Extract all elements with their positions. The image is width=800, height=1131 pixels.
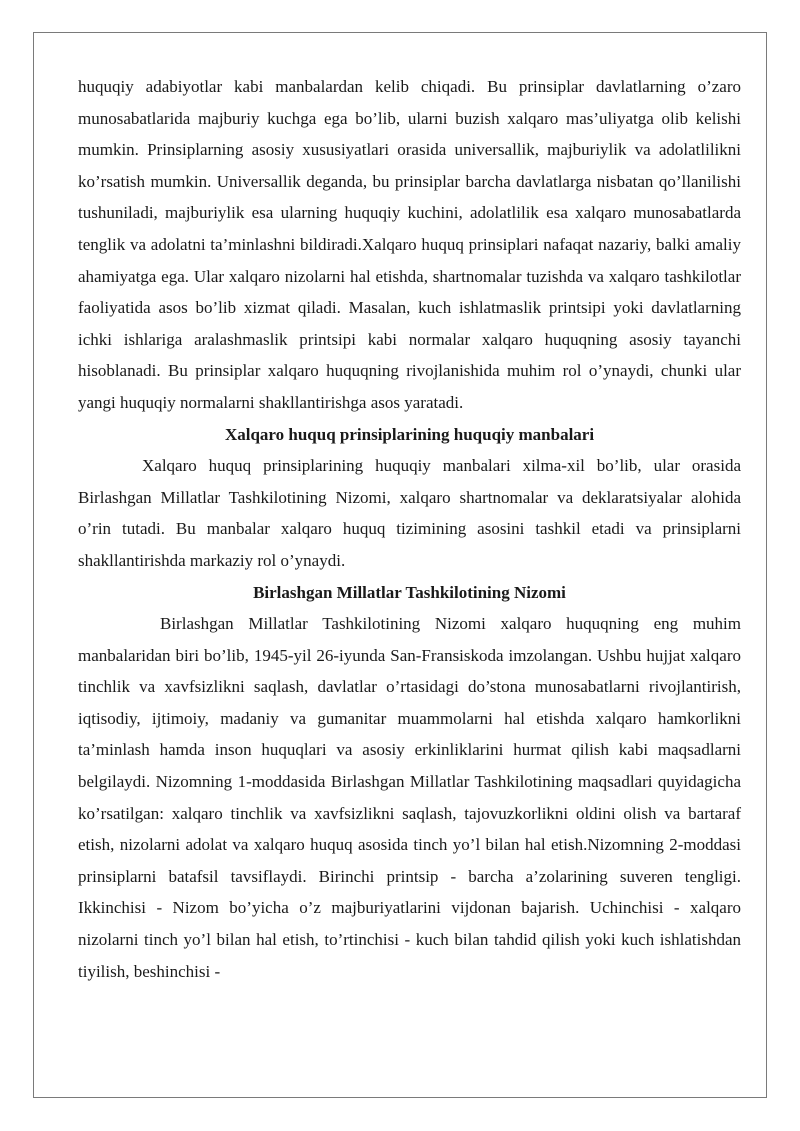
paragraph-3: Birlashgan Millatlar Tashkilotining Nizomi xalqaro huquqning eng muhim manbalaridan biri bo’lib, 1945-yil 26-iyunda San-Fransiskoda imzolangan. Ushbu hujjat xalqaro tinchlik va xavfsizlikni saqlash, davlatlar o’rtasidagi do’stona munosabatlarni rivojlantirish, iqtisodiy, ijtimoiy, madaniy va gumanitar muammolarni hal etishda xalqaro hamkorlikni ta’minlash hamda inson huquqlari va asosiy erkinliklarini hurmat qilish kabi maqsadlarni belgilaydi. Nizomning 1-moddasida Birlashgan Millatlar Tashkilotining maqsadlari quyidagicha ko’rsatilgan: xalqaro tinchlik va xavfsizlikni saqlash, tajovuzkorlikni oldini olish va bartaraf etish, nizolarni adolat va xalqaro huquq asosida tinch yo’l bilan hal etish.Nizomning 2-moddasi prinsiplarni batafsil tavsiflaydi. Birinchi printsip - barcha a’zolarining suveren tengligi. Ikkinchisi - Nizom bo’yicha o’z majburiyatlarini vijdonan bajarish. Uchinchisi - xalqaro nizolarni tinch yo’l bilan hal etish, to’rtinchisi - kuch bilan tahdid qilish yoki kuch ishlatishdan tiyilish, beshinchisi - — [78, 614, 741, 981]
paragraph-1: huquqiy adabiyotlar kabi manbalardan kelib chiqadi. Bu prinsiplar davlatlarning o’zaro munosabatlarida majburiy kuchga ega bo’lib, ularni buzish xalqaro mas’uliyatga olib kelishi mumkin. Prinsiplarning asosiy xususiyatlari orasida universallik, majburiylik va adolatlilikni ko’rsatish mumkin. Universallik deganda, bu prinsiplar barcha davlatlarga nisbatan qo’llanilishi tushuniladi, majburiylik esa ularning huquqiy kuchini, adolatlilik esa xalqaro munosabatlarda tenglik va adolatni ta’minlashni bildiradi.Xalqaro huquq prinsiplari nafaqat nazariy, balki amaliy ahamiyatga ega. Ular xalqaro nizolarni hal etishda, shartnomalar tuzishda va xalqaro tashkilotlar faoliyatida asos bo’lib xizmat qiladi. Masalan, kuch ishlatmaslik printsipi yoki davlatlarning ichki ishlariga aralashmaslik printsipi kabi normalar xalqaro huquqning asosiy tayanchi hisoblanadi. Bu prinsiplar xalqaro huquqning rivojlanishida muhim rol o’ynaydi, chunki ular yangi huquqiy normalarni shakllantirishga asos yaratadi. — [78, 77, 741, 412]
section-heading-legal-sources: Xalqaro huquq prinsiplarining huquqiy manbalari — [224, 424, 595, 444]
document-body — [78, 71, 741, 987]
paragraph-2: Xalqaro huquq prinsiplarining huquqiy manbalari xilma-xil bo’lib, ular orasida Birlashgan Millatlar Tashkilotining Nizomi, xalqaro shartnomalar va deklaratsiyalar alohida o’rin tutadi. Bu manbalar xalqaro huquq tizimining asosini tashkil etadi va prinsiplarni shakllantirishda markaziy rol o’ynaydi. — [78, 456, 741, 570]
section-heading-un-charter: Birlashgan Millatlar Tashkilotining Nizomi — [253, 582, 566, 602]
